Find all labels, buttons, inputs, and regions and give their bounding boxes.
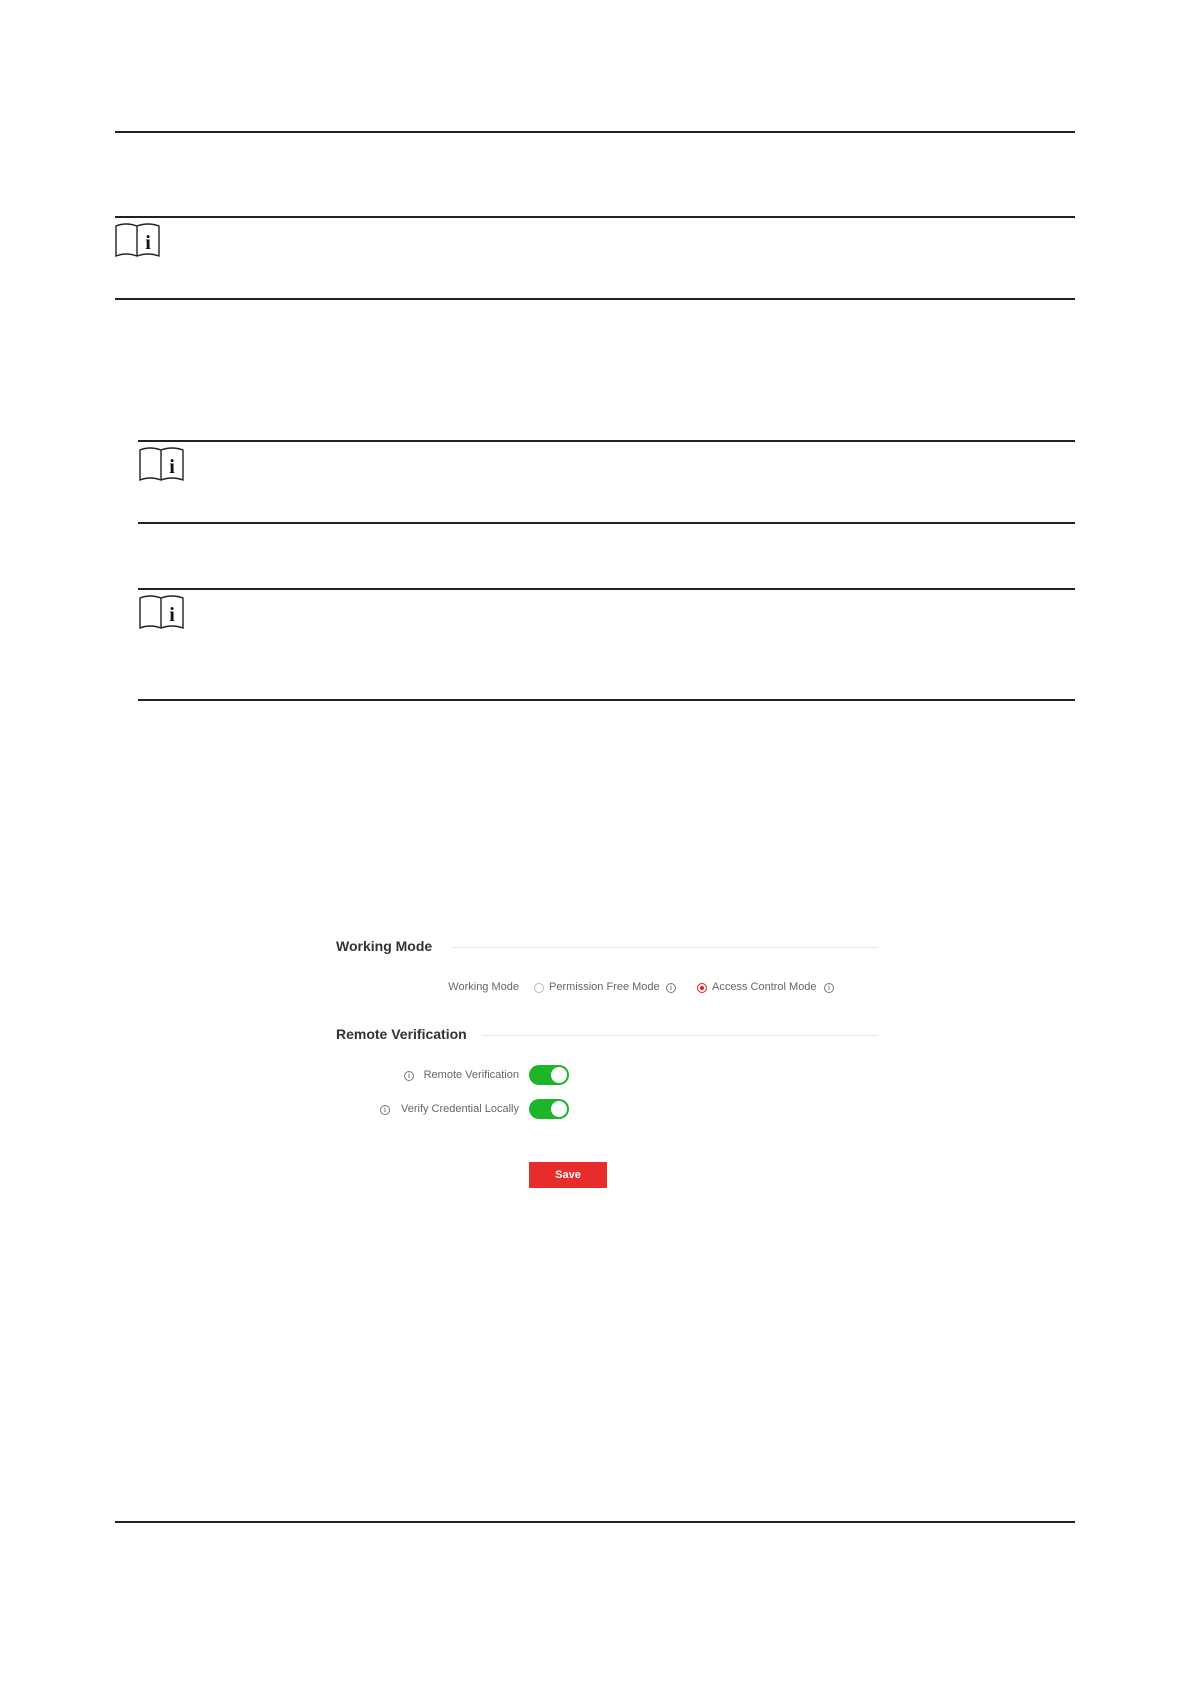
radio-access-control-mode-label[interactable]: Access Control Mode	[712, 981, 817, 993]
remote-verification-label: Remote Verification	[423, 1069, 519, 1081]
note-1-bottom-rule	[115, 298, 1075, 300]
note-3-bottom-rule	[138, 699, 1075, 701]
access-control-mode-info-icon[interactable]: i	[824, 983, 834, 993]
svg-text:i: i	[169, 456, 175, 478]
working-mode-field-label: Working Mode	[448, 981, 519, 993]
save-button[interactable]: Save	[529, 1162, 607, 1188]
svg-text:i: i	[145, 232, 151, 254]
note-2-top-rule	[138, 440, 1075, 442]
radio-access-control-mode[interactable]	[697, 983, 707, 993]
working-mode-section-divider	[452, 947, 878, 948]
note-3-top-rule	[138, 588, 1075, 590]
verify-credential-locally-info-icon[interactable]: i	[380, 1105, 390, 1115]
remote-verification-info-icon[interactable]: i	[404, 1071, 414, 1081]
header-rule	[115, 131, 1075, 133]
working-mode-section-title: Working Mode	[336, 938, 433, 954]
verify-credential-locally-label: Verify Credential Locally	[400, 1103, 519, 1115]
toggle-knob	[551, 1067, 567, 1083]
permission-free-mode-info-icon[interactable]: i	[666, 983, 676, 993]
note-book-info-icon	[138, 446, 186, 482]
note-book-info-icon	[114, 222, 162, 258]
remote-verification-toggle[interactable]	[529, 1065, 569, 1085]
radio-permission-free-mode-label[interactable]: Permission Free Mode	[549, 981, 660, 993]
remote-verification-section-title: Remote Verification	[336, 1026, 467, 1042]
note-2-bottom-rule	[138, 522, 1075, 524]
toggle-knob	[551, 1101, 567, 1117]
radio-permission-free-mode[interactable]	[534, 983, 544, 993]
svg-text:i: i	[169, 604, 175, 626]
footer-rule	[115, 1521, 1075, 1523]
verify-credential-locally-toggle[interactable]	[529, 1099, 569, 1119]
note-1-top-rule	[115, 216, 1075, 218]
working-mode-settings-panel	[300, 930, 900, 1210]
note-book-info-icon	[138, 594, 186, 630]
remote-verification-section-divider	[482, 1035, 878, 1036]
